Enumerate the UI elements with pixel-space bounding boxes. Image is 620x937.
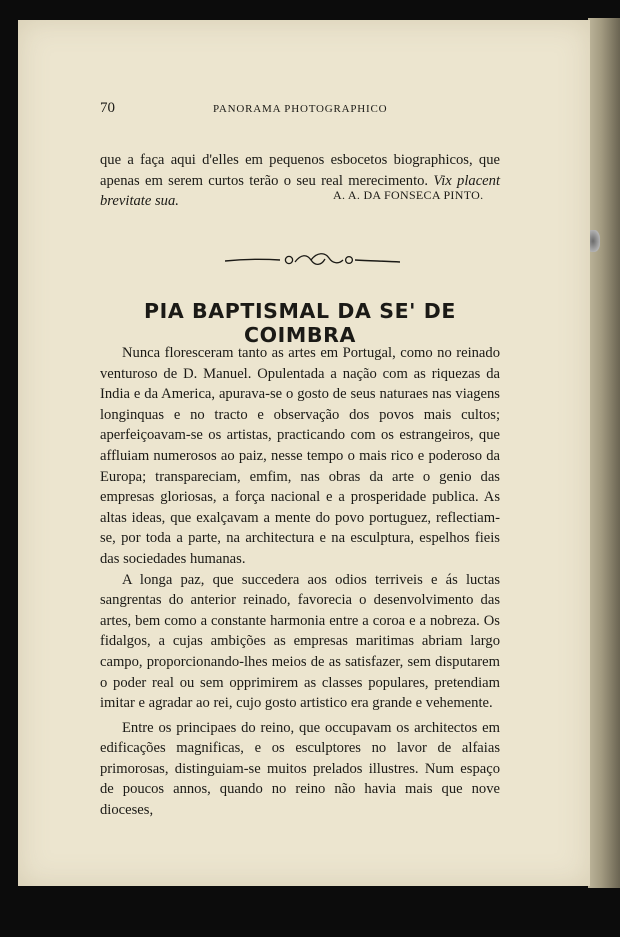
ornament-divider-icon: [225, 250, 400, 270]
page-header: [100, 100, 500, 120]
latin-quote-2: brevitate sua.: [100, 193, 179, 210]
running-title: PANORAMA PHOTOGRAPHICO: [213, 103, 388, 115]
latin-quote-1: Vix placent: [433, 172, 501, 189]
intro-line-1: que a faça aqui d'elles em pequenos esbocetos biographicos, que: [100, 152, 500, 168]
body-text: [100, 343, 500, 821]
book-edge: [588, 18, 620, 888]
author-signature: A. A. DA FONSECA PINTO.: [333, 188, 484, 202]
section-title: PIA BAPTISMAL DA SE' DE COIMBRA: [143, 299, 457, 347]
paragraph-2: A longa paz, que succedera aos odios terriveis e ás luctas sangrentas do anterior reinado, favorecia o desenvolvimento das artes, bem como a constante harmonia entre a coroa e a nobreza. Os fidalgos, a cujas ambições as empresas maritimas abriam largo campo, proporcionando-lhes meios de as satisfazer, sem disputarem o poder real ou sem opprimirem as classes populares, pretendiam imitar e agradar ao rei, cujo gosto artistico era grande e vehemente.: [100, 571, 500, 712]
intro-line-2: apenas em serem curtos terão o seu real merecimento.: [100, 172, 429, 189]
paragraph-1: Nunca floresceram tanto as artes em Portugal, como no reinado venturoso de D. Manuel. Opulentada a nação com as riquezas da India e da America, apurava-se o gosto de seus naturaes nas viagens longinquas e no tracto e observação dos povos mais cultos; aperfeiçoavam-se os artistas, practicando com os estrangeiros, que affluiam numerosos ao paiz, nesse tempo o mais rico e poderoso da Europa; transpareciam, emfim, nas obras da arte o genio das empresas gloriosas, a força nacional e a prosperidade publica. As altas ideas, que exalçavam a mente do povo portuguez, reflectiam-se, por toda a parte, na architectura e na esculptura, espelhos fieis das sociedades humanas.: [100, 345, 500, 567]
paragraph-3: Entre os principaes do reino, que occupavam os architectos em edificações magnificas, e os esculptores no lavor de alfaias primorosas, distinguiam-se muitos prelados illustres. Num espaço de poucos annos, quando no reino não havia mais que nove dioceses,: [100, 719, 500, 819]
page-number: 70: [100, 100, 115, 116]
